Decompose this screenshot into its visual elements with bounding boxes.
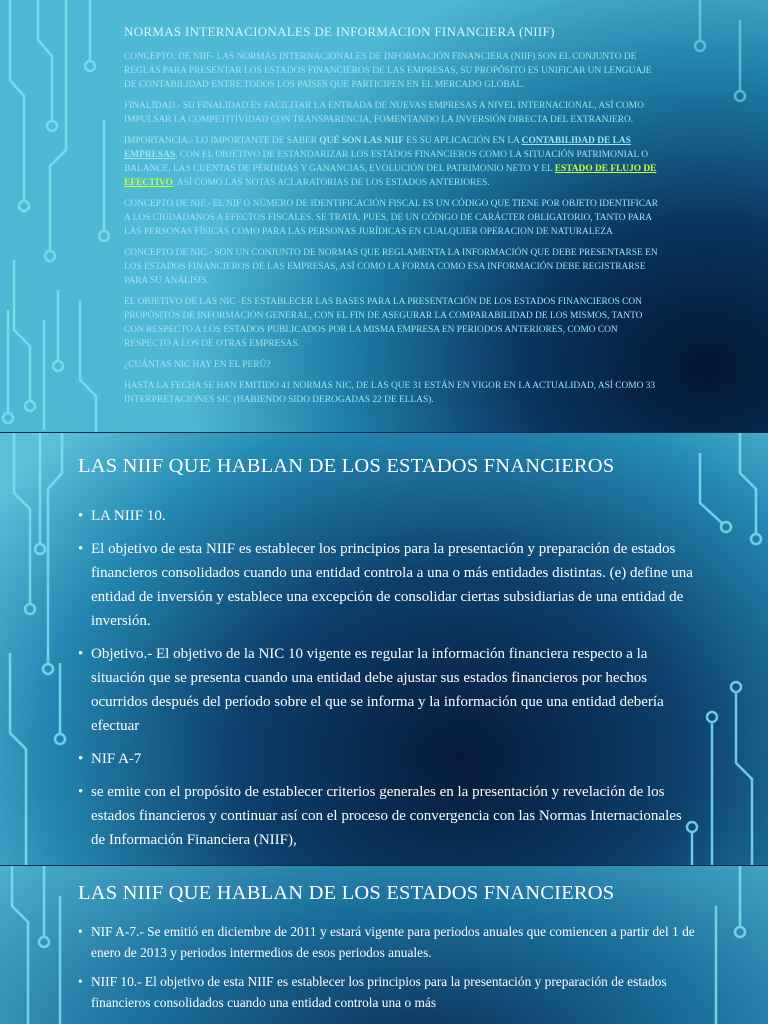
slide-3: [0, 866, 768, 1024]
finalidad-paragraph: FINALIDAD.- SU FINALIDAD ES FACILITAR LA ENTRADA DE NUEVAS EMPRESAS A NIVEL INTERNACIONAL, ASÍ COMO IMPULSAR LA COMPETITIVIDAD CON TRANSPARENCIA, FOMENTANDO LA INVERSIÓN DIRECTA DEL EXTRANJERO.: [124, 101, 644, 125]
concepto-nif-paragraph: CONCEPTO DE NIF.- EL NIF O NÚMERO DE IDENTIFICACIÓN FISCAL ES UN CÓDIGO QUE TIENE POR OBJETO IDENTIFICAR A LOS CIUDADANOS A EFECTOS FISCALES. SE TRATA, PUES, DE UN CÓDIGO DE CARÁCTER OBLIGATORIO, TANTO PARA LAS PERSONAS FÍSICAS COMO PARA LAS PERSONAS JURÍDICAS EN CUALQUIER OPERACION DE NATURALEZA: [124, 199, 658, 237]
list-item: • NIF A-7: [78, 747, 698, 771]
estado-flujo-efectivo-link[interactable]: ESTADO DE FLUJO DE EFECTIVO: [124, 164, 657, 188]
list-item: • NIIF 10.- El objetivo de esta NIIF es establecer los principios para la presentación y preparación de estados financieros consolidados cuando una entidad controla una o más: [78, 971, 698, 1013]
list-item: • NIF A-7.- Se emitió en diciembre de 2011 y estará vigente para periodos anuales que comiencen a partir del 1 de enero de 2013 y periodos intermedios de esos periodos anuales.: [78, 921, 698, 963]
concepto-nic-paragraph: CONCEPTO DE NIC.- SON UN CONJUNTO DE NORMAS QUE REGLAMENTA LA INFORMACIÓN QUE DEBE PRESENTARSE EN LOS ESTADOS FINANCIEROS DE LAS EMPRESAS, ASÍ COMO LA FORMA COMO ESA INFORMACIÓN DEBE REGISTRARSE PARA SU ANÁLISIS.: [124, 248, 658, 286]
slide-1-title: NORMAS INTERNACIONALES DE INFORMACION FINANCIERA (NIIF): [124, 24, 555, 39]
importancia-paragraph: IMPORTANCIA.- LO IMPORTANTE DE SABER QUÉ SON LAS NIIF ES SU APLICACIÓN EN LA CONTABILIDAD DE LAS EMPRESAS, CON EL OBJETIVO DE ESTANDARIZAR LOS ESTADOS FINANCIEROS COMO LA SITUACIÓN PATRIMONIAL O BALANCE, LAS CUENTAS DE PÉRDIDAS Y GANANCIAS, EVOLUCIÓN DEL PATRIMONIO NETO Y EL ESTADO DE FLUJO DE EFECTIVO, ASÍ COMO LAS NOTAS ACLARATORIAS DE LOS ESTADOS ANTERIORES.: [124, 136, 657, 188]
cuantas-nic-answer: HASTA LA FECHA SE HAN EMITIDO 41 NORMAS NIC, DE LAS QUE 31 ESTÁN EN VIGOR EN LA ACTUALIDAD, ASÍ COMO 33 INTERPRETACIONES SIC (HABIENDO SIDO DEROGADAS 22 DE ELLAS).: [124, 381, 656, 405]
list-item: • Objetivo.- El objetivo de la NIC 10 vigente es regular la información financiera respecto a la situación que se presenta cuando una entidad debe ajustar sus estados financieros por hechos ocurridos después del período sobre el que se informa y la información que una entidad debería efectuar: [78, 642, 698, 738]
slide-3-bullet-list: [78, 921, 698, 1013]
cuantas-nic-question: ¿CUÁNTAS NIC HAY EN EL PERÚ?: [124, 360, 271, 370]
list-item: • se emite con el propósito de establecer criterios generales en la presentación y revelación de los estados financieros y continuar así con el proceso de convergencia con las Normas Internacionales de Información Financiera (NIIF),: [78, 780, 698, 852]
slide-2-content: [78, 455, 698, 861]
slide-2-title: LAS NIIF QUE HABLAN DE LOS ESTADOS FNANCIEROS: [78, 455, 615, 477]
concepto-niif-paragraph: CONCEPTO. DE NIIF- LAS NORMAS INTERNACIONALES DE INFORMACIÓN FINANCIERA (NIIF) SON EL CONJUNTO DE REGLAS PARA PRESENTAR LOS ESTADOS FINANCIEROS DE LAS EMPRESAS, SU PROPÓSITO ES UNIFICAR UN LENGUAJE DE CONTABILIDAD ENTRE TODOS LOS PAÍSES QUE PARTICIPEN EN EL MERCADO GLOBAL.: [124, 52, 652, 90]
contabilidad-link[interactable]: CONTABILIDAD DE LAS EMPRESAS: [124, 136, 631, 160]
slide-2-bullet-list: [78, 504, 698, 852]
slide-3-content: [78, 882, 698, 1021]
slide-2: [0, 433, 768, 865]
list-item: • LA NIIF 10.: [78, 504, 698, 528]
objetivo-nic-paragraph: EL OBJETIVO DE LAS NIC -ES ESTABLECER LAS BASES PARA LA PRESENTACIÓN DE LOS ESTADOS FINANCIEROS CON PROPÓSITOS DE INFORMACIÓN GENERAL, CON EL FIN DE ASEGURAR LA COMPARABILIDAD DE LOS MISMOS, TANTO CON RESPECTO A LOS ESTADOS PUBLICADOS POR LA MISMA EMPRESA EN PERIODOS ANTERIORES, COMO CON RESPECTO A LOS DE OTRAS EMPRESAS.: [124, 297, 643, 349]
slide-3-title: LAS NIIF QUE HABLAN DE LOS ESTADOS FNANCIEROS: [78, 882, 615, 904]
slide-1: [0, 0, 768, 432]
slide-1-content: [124, 24, 664, 414]
list-item: • El objetivo de esta NIIF es establecer los principios para la presentación y preparación de estados financieros consolidados cuando una entidad controla a una o más entidades distintas. (e) define una entidad de inversión y establece una excepción de consolidar ciertas subsidiarias de una entidad de inversión.: [78, 537, 698, 633]
